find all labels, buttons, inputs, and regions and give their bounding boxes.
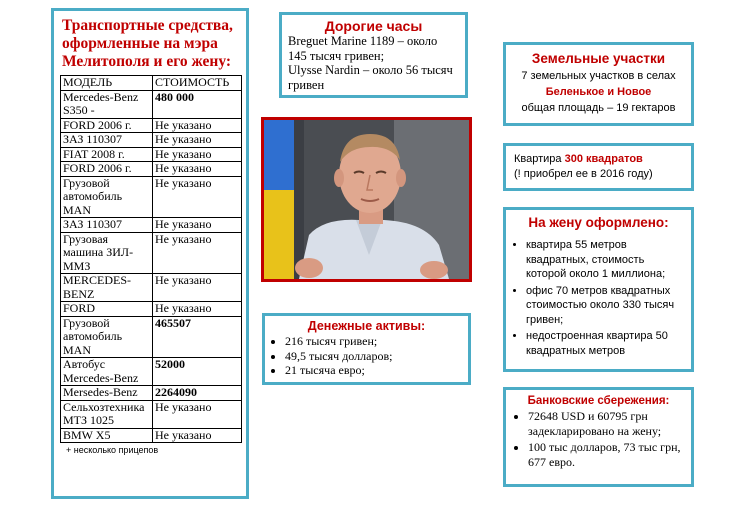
vehicle-value-cell: Не указано [153,133,242,148]
table-row [61,218,242,233]
vehicle-model-cell: FORD 2006 г. [61,118,153,133]
bank-savings-panel [503,387,694,487]
table-row [61,386,242,401]
vehicle-model-cell: Mersedes-Benz [61,386,153,401]
portrait-illustration [264,120,469,279]
bank-list [512,409,685,469]
table-row [61,147,242,162]
vehicle-value-cell: Не указано [153,428,242,443]
wife-assets-panel [503,207,694,372]
land-count: 7 земельных участков в селах [521,70,676,82]
table-row [61,428,242,443]
column-header-model: МОДЕЛЬ [61,76,153,91]
table-row [61,302,242,317]
vehicle-value-cell: Не указано [153,147,242,162]
land-villages: Беленькое и Новое [545,86,652,98]
watches-line-ulysse: Ulysse Nardin – около 56 тысяч гривен [288,63,453,92]
apartment-prefix: Квартира [514,153,565,165]
vehicles-table [60,75,242,443]
money-item-uah: • 216 тысяч гривен; [285,334,464,349]
vehicle-value-cell: Не указано [153,400,242,428]
vehicle-model-cell: Грузовой автомобиль MAN [61,176,153,218]
vehicle-value-cell: Не указано [153,302,242,317]
land-plots-panel [503,42,694,126]
vehicle-value-cell: Не указано [153,218,242,233]
vehicle-model-cell: FIAT 2008 г. [61,147,153,162]
vehicle-model-cell: Грузовой автомобиль MAN [61,316,153,358]
vehicle-model-cell: Автобус Mercedes-Benz [61,358,153,386]
vehicle-value-cell: Не указано [153,118,242,133]
table-row [61,274,242,302]
vehicle-model-cell: FORD [61,302,153,317]
vehicle-model-cell: Сельхозтехника МТЗ 1025 [61,400,153,428]
money-assets-panel [262,313,471,385]
table-row [61,90,242,118]
vehicle-value-cell: 480 000 [153,90,242,118]
vehicle-value-cell: Не указано [153,232,242,274]
vehicles-table-body [61,90,242,443]
wife-title: На жену оформлено: [528,215,669,230]
apartment-panel [503,143,694,191]
vehicle-model-cell: Mercedes-Benz S350 - [61,90,153,118]
wife-item-office: • офис 70 метров квадратных стоимостью около 330 тысяч гривен; [526,284,685,328]
watches-panel [279,12,468,98]
money-item-eur: • 21 тысяча евро; [285,363,464,378]
vehicles-footnote: + несколько прицепов [66,445,159,455]
money-title: Денежные активы: [307,319,426,333]
table-header-row [61,76,242,91]
money-item-usd: • 49,5 тысяч долларов; [285,349,464,364]
wife-list [512,238,685,358]
table-row [61,176,242,218]
table-row [61,316,242,358]
vehicle-model-cell: Грузовая машина ЗИЛ-ММЗ [61,232,153,274]
vehicle-model-cell: ЗАЗ 110307 [61,133,153,148]
wife-item-unfinished-apartment: • недостроенная квартира 50 квадратных метров [526,329,685,358]
money-list [269,334,464,378]
watches-line-breguet: Breguet Marine 1189 – около 145 тысяч гривен; [288,34,438,63]
table-row [61,400,242,428]
vehicle-value-cell: Не указано [153,176,242,218]
vehicle-model-cell: FORD 2006 г. [61,162,153,177]
land-title: Земельные участки [531,51,666,66]
vehicle-model-cell: MERCEDES-BENZ [61,274,153,302]
watches-title: Дорогие часы [324,18,423,34]
mayor-photo [261,117,472,282]
vehicle-value-cell: 465507 [153,316,242,358]
vehicle-value-cell: Не указано [153,274,242,302]
column-header-value: СТОИМОСТЬ [153,76,242,91]
vehicle-value-cell: 52000 [153,358,242,386]
vehicle-model-cell: ЗАЗ 110307 [61,218,153,233]
vehicle-value-cell: Не указано [153,162,242,177]
land-area: общая площадь – 19 гектаров [521,102,676,114]
bank-title: Банковские сбережения: [527,395,670,407]
apartment-size: 300 квадратов [564,153,643,165]
vehicle-value-cell: 2264090 [153,386,242,401]
table-row [61,118,242,133]
table-row [61,358,242,386]
vehicles-panel [51,8,249,499]
apartment-line [514,152,683,167]
wife-item-apartment: • квартира 55 метров квадратных, стоимость которой около 1 миллиона; [526,238,685,282]
bank-item-cash: • 100 тыс долларов, 73 тыс грн, 677 евро. [528,440,685,469]
bank-item-wife: • 72648 USD и 60795 грн задекларировано на жену; [528,409,685,438]
vehicle-model-cell: BMW X5 [61,428,153,443]
apartment-note: (! приобрел ее в 2016 году) [514,168,653,180]
table-row [61,162,242,177]
table-row [61,232,242,274]
table-row [61,133,242,148]
vehicles-title: Транспортные средства, оформленные на мэра Мелитополя и его жену: [62,17,233,70]
